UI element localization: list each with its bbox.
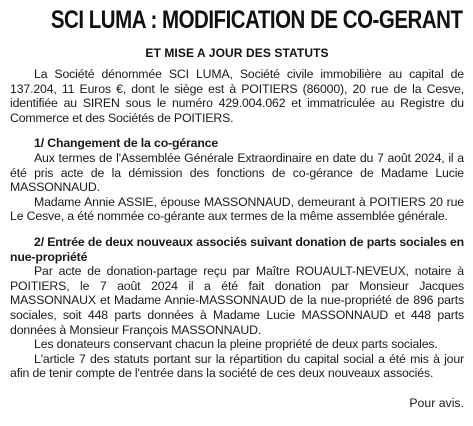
section-2-heading: 2/ Entrée de deux nouveaux associés suivant donation de parts sociales en nue-propriété [10, 234, 464, 264]
section-2-paragraph-2: Les donateurs conservant chacun la pleine propriété de deux parts sociales. [34, 337, 438, 352]
signature: Pour avis. [409, 395, 464, 410]
section-1-heading: 1/ Changement de la co-gérance [34, 136, 219, 151]
section-1-paragraph-1: Aux termes de l'Assemblée Générale Extraordinaire en date du 7 août 2024, il a été pris acte de la démission des fonctions de co-gérance de Madame Lucie MASSONNAUD. [10, 150, 464, 195]
section-1-paragraph-2: Madame Annie ASSIE, épouse MASSONNAUD, demeurant à POITIERS 20 rue Le Cesve, a été nommée co-gérante aux termes de la même assemblée générale. [10, 194, 464, 224]
notice-body [10, 67, 464, 381]
notice-subtitle: ET MISE A JOUR DES STATUTS [145, 46, 329, 60]
intro-paragraph: La Société dénommée SCI LUMA, Société civile immobilière au capital de 137.204, 11 Euros €, dont le siège est à POITIERS (86000), 20 rue de la Cesve, identifiée au SIREN sous le numéro 429.004.062 et immatriculée au Registre du Commerce et des Sociétés de POITIERS. [10, 67, 464, 125]
section-2-paragraph-1: Par acte de donation-partage reçu par Maître ROUAULT-NEVEUX, notaire à POITIERS, le 7 août 2024 il a été fait donation par Monsieur Jacques MASSONNAUX et Madame Annie-MASSONNAUD de la nue-propriété de 896 parts sociales, soit 448 parts données à Madame Lucie MASSONNAUD et 448 parts données à Monsieur François MASSONNAUD. [10, 264, 464, 337]
section-2-paragraph-3: L'article 7 des statuts portant sur la répartition du capital social a été mis à jour afin de tenir compte de l'entrée dans la société de ces deux nouveaux associés. [10, 351, 464, 381]
notice-title: SCI LUMA : MODIFICATION DE CO-GERANT [50, 6, 463, 34]
